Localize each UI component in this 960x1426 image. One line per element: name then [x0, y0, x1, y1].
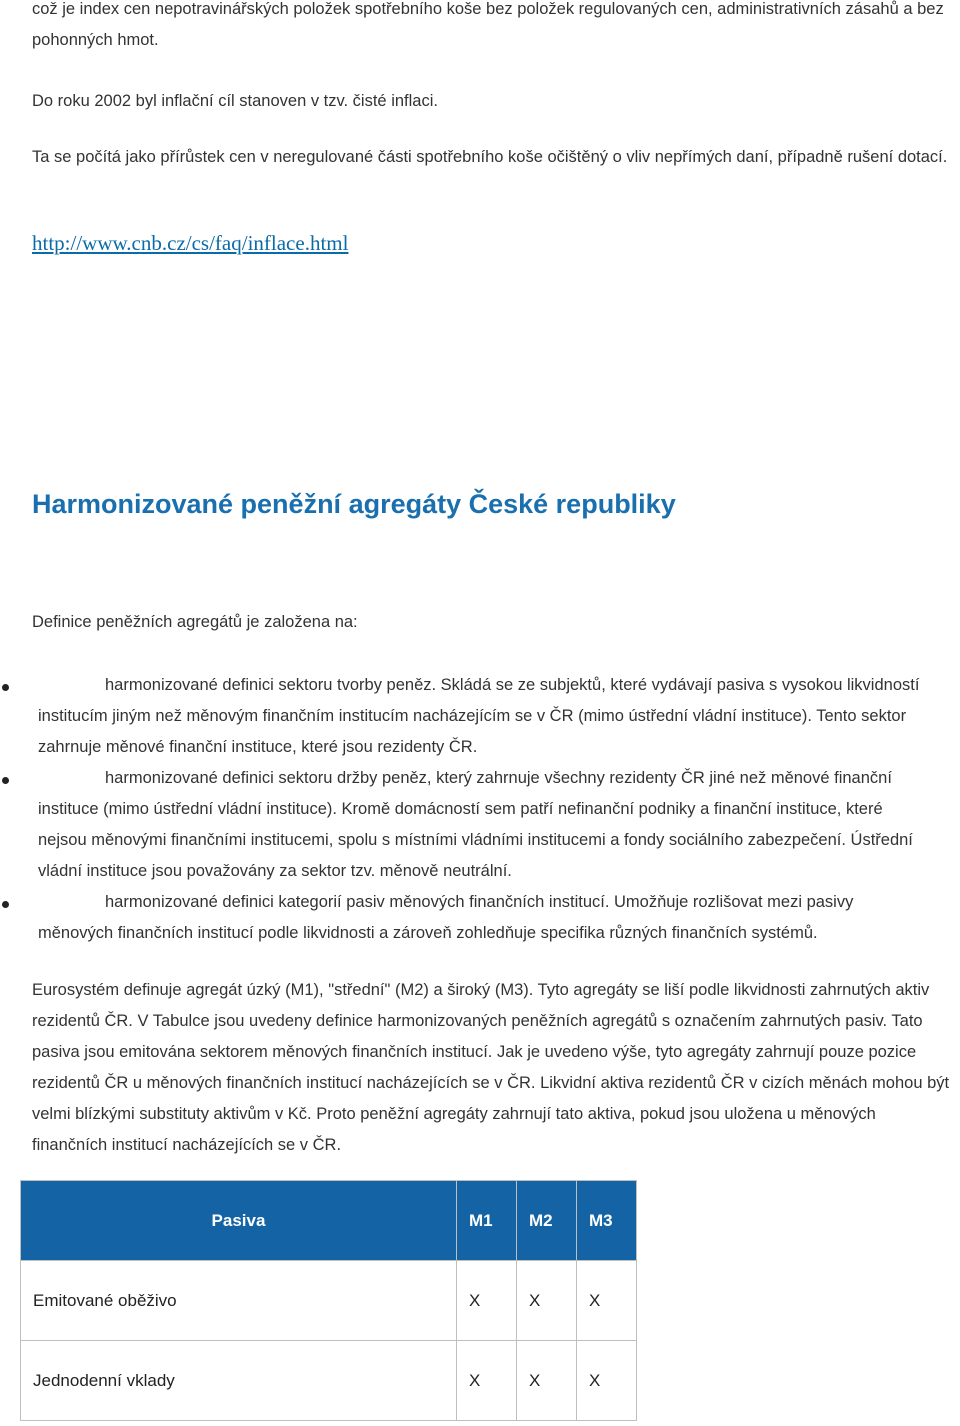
list-item: [0, 887, 928, 949]
header-pasiva: Pasiva: [21, 1181, 457, 1261]
table-header-row: [21, 1181, 637, 1261]
monetary-aggregates-table: [20, 1180, 637, 1421]
bullet-text: harmonizované definici kategorií pasiv měnových finančních institucí. Umožňuje rozlišovat mezi pasivy měnových finančních institucí podle likvidnosti a zároveň zohledňuje specifika různých finančních systémů.: [38, 893, 854, 942]
row-label: Emitované oběživo: [21, 1261, 457, 1341]
bullet-text: harmonizované definici sektoru tvorby peněz. Skládá se ze subjektů, které vydávají pasiva s vysokou likvidností institucím jiným než měnovým finančním institucím nacházejícím se v ČR (mimo ústřední vládní instituce). Tento sektor zahrnuje měnové finanční instituce, které jsou rezidenty ČR.: [38, 676, 920, 756]
eurosystem-paragraph: Eurosystém definuje agregát úzký (M1), "střední" (M2) a široký (M3). Tyto agregáty se liší podle likvidnosti zahrnutých aktiv rezidentů ČR. V Tabulce jsou uvedeny definice harmonizovaných peněžních agregátů s označením zahrnutých pasiv. Tato pasiva jsou emitována sektorem měnových finančních institucí. Jak je uvedeno výše, tyto agregáty zahrnují pouze pozice rezidentů ČR u měnových finančních institucí nacházejících se v ČR. Likvidní aktiva rezidentů ČR v cizích měnách mohou být velmi blízkými substituty aktivům v Kč. Proto peněžní agregáty zahrnují tato aktiva, pokud jsou uložena u měnových finančních institucí nacházejících se v ČR.: [32, 981, 950, 1154]
definition-intro: Definice peněžních agregátů je založena na:: [32, 613, 358, 631]
list-item: [0, 763, 928, 887]
cell-m1: X: [457, 1261, 517, 1341]
bullet-icon: [2, 777, 9, 784]
row-label: Jednodenní vklady: [21, 1341, 457, 1421]
definition-bullet-list: [0, 670, 960, 949]
intro-paragraph-inflation-target: Do roku 2002 byl inflační cíl stanoven v tzv. čisté inflaci.: [32, 92, 438, 110]
cell-m2: X: [517, 1341, 577, 1421]
header-m3: M3: [577, 1181, 637, 1261]
header-m1: M1: [457, 1181, 517, 1261]
cell-m1: X: [457, 1341, 517, 1421]
cnb-faq-link[interactable]: http://www.cnb.cz/cs/faq/inflace.html: [32, 231, 349, 255]
bullet-icon: [2, 684, 9, 691]
table-row: [21, 1341, 637, 1421]
intro-paragraph-core-inflation: což je index cen nepotravinářských položek spotřebního koše bez položek regulovaných cen, administrativních zásahů a bez pohonných hmot.: [32, 0, 944, 49]
section-heading: Harmonizované peněžní agregáty České republiky: [32, 489, 676, 519]
intro-paragraph-net-inflation: Ta se počítá jako přírůstek cen v neregulované části spotřebního koše očištěný o vliv nepřímých daní, případně rušení dotací.: [32, 148, 948, 166]
list-item: [0, 670, 928, 763]
cell-m3: X: [577, 1261, 637, 1341]
header-m2: M2: [517, 1181, 577, 1261]
cell-m3: X: [577, 1341, 637, 1421]
table-row: [21, 1261, 637, 1341]
bullet-icon: [2, 901, 9, 908]
bullet-text: harmonizované definici sektoru držby peněz, který zahrnuje všechny rezidenty ČR jiné než měnové finanční instituce (mimo ústřední vládní instituce). Kromě domácností sem patří nefinanční podniky a finanční instituce, které nejsou měnovými finančními institucemi, spolu s místními vládními institucemi a fondy sociálního zabezpečení. Ústřední vládní instituce jsou považovány za sektor tzv. měnově neutrální.: [38, 769, 913, 880]
cell-m2: X: [517, 1261, 577, 1341]
